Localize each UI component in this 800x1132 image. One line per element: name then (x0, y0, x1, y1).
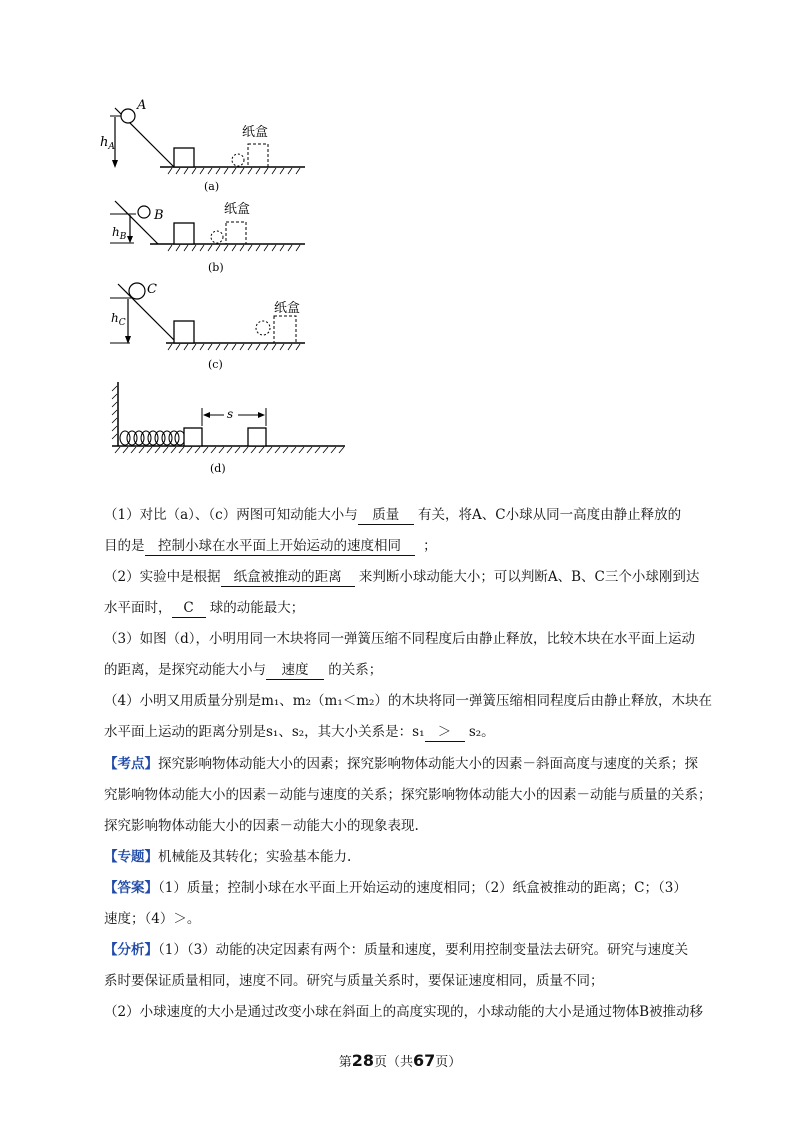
page-number: 28 (351, 1051, 374, 1070)
svg-text:hC: $h_C$ (111, 311, 126, 328)
kaodian-line1: 【考点】探究影响物体动能大小的因素；探究影响物体动能大小的因素－斜面高度与速度的关系；探 (104, 756, 698, 772)
figure-a (100, 96, 310, 196)
zhuanti-tag: 【专题】 (104, 849, 158, 865)
q2-line2: 水平面时， C 球的动能最大； (104, 600, 305, 616)
fenxi-line3: （2）小球速度的大小是通过改变小球在斜面上的高度实现的，小球动能的大小是通过物体B被推动移 (104, 1004, 704, 1020)
distance-label-s: s (227, 407, 234, 421)
q2-line1: （2）实验中是根据 纸盒被推动的距离 来判断小球动能大小；可以判断A、B、C三个小球刚到达 (104, 569, 700, 585)
zhuanti-line: 【专题】机械能及其转化；实验基本能力. (104, 849, 352, 865)
daan-line2: 速度；（4）＞。 (104, 911, 201, 927)
ball-label-b: B (154, 208, 164, 223)
q2-blank-basis: 纸盒被推动的距离 (221, 569, 355, 587)
q4-line2: 水平面上运动的距离分别是s₁、s₂，其大小关系是：s₁ ＞ s₂。 (104, 724, 495, 740)
svg-text:hB: $h_B$ (112, 225, 127, 242)
kaodian-line2: 究影响物体动能大小的因素－动能与速度的关系；探究影响物体动能大小的因素－动能与质量的关系； (104, 787, 712, 803)
q1-blank-purpose: 控制小球在水平面上开始运动的速度相同 (145, 538, 415, 556)
q3-line1: （3）如图（d），小明用同一木块将同一弹簧压缩不同程度后由静止释放，比较木块在水平面上运动 (104, 631, 695, 647)
fenxi-line2: 系时要保证质量相同，速度不同。研究与质量关系时，要保证速度相同，质量不同； (104, 973, 604, 989)
q1-blank-mass: 质量 (358, 507, 414, 525)
box-label-b: 纸盒 (224, 202, 251, 217)
q3-blank-speed: 速度 (266, 662, 324, 680)
page-total: 67 (413, 1051, 436, 1070)
q4-blank-relation: ＞ (425, 724, 465, 742)
daan-tag: 【答案】 (104, 880, 158, 896)
svg-text:hA: $h_A$ (100, 135, 115, 152)
page-footer: 第28页（共67页） (338, 1051, 462, 1070)
fenxi-tag: 【分析】 (104, 942, 158, 958)
box-label-a: 纸盒 (242, 125, 269, 140)
figure-c (100, 276, 310, 374)
kaodian-line3: 探究影响物体动能大小的因素－动能大小的现象表现. (104, 818, 419, 834)
ball-label-a: A (137, 98, 147, 113)
caption-d: (d) (210, 462, 226, 475)
figure-b (100, 196, 310, 278)
caption-a: (a) (204, 180, 220, 193)
ball-label-c: C (147, 282, 157, 297)
q1-line2: 目的是 控制小球在水平面上开始运动的速度相同 ； (104, 538, 437, 554)
q4-line1: （4）小明又用质量分别是m₁、m₂（m₁＜m₂）的木块将同一弹簧压缩相同程度后由静止释放，木块在 (104, 693, 712, 709)
box-label-c: 纸盒 (274, 301, 301, 316)
caption-b: (b) (208, 261, 224, 274)
fenxi-line1: 【分析】（1）（3）动能的决定因素有两个：质量和速度，要利用控制变量法去研究。研究与速度关 (104, 942, 689, 958)
kaodian-tag: 【考点】 (104, 756, 158, 772)
daan-line1: 【答案】（1）质量；控制小球在水平面上开始运动的速度相同；（2）纸盒被推动的距离；C；（3） (104, 880, 687, 896)
figure-d (100, 376, 350, 480)
caption-c: (c) (208, 358, 223, 371)
q1-line1: （1）对比（a）、（c）两图可知动能大小与 质量 有关，将A、C小球从同一高度由静止释放的 (104, 507, 682, 523)
q3-line2: 的距离，是探究动能大小与 速度 的关系； (104, 662, 383, 678)
q2-blank-ball: C (172, 600, 206, 618)
